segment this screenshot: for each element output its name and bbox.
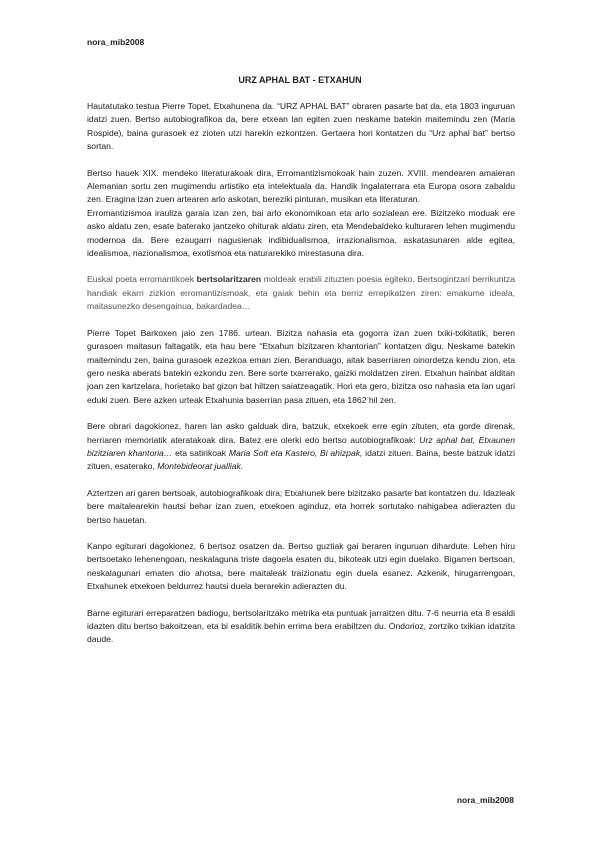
paragraph-basque-poets [87,273,515,313]
text-run: Euskal poeta erromantikoek [87,274,197,285]
page-footer-label: nora_mib2008 [456,795,514,805]
paragraph-analysis: Aztertzen ari garen bertsoak, autobiografikoak dira; Etxahunek bere bizitzako pasarte bat kontatzen du. Idazleak bere maitalearekin hautsi behar izan zuen, etxekoen aginduz, eta horrek sortutako nahigabea adierazten du bertso hauetan. [87,487,515,525]
paragraph-works [87,420,515,474]
text-run: Bere obrari dagokionez, haren lan asko galduak dira, batzuk, etxekoek erre egin zituten, eta gorde direnak, herriaren memoriatik ateratakoak dira. Batez ere olerki edo bertso autobiografikoak: [87,421,515,445]
document-body [87,100,515,660]
work-title: Montebideorat jualliak. [157,461,244,472]
text-run: moldeak erabili zituzten poesia egiteko. Bertsogintzari berrikuntza handiak ekarri zizkion erromantizismoak, eta gaiak behin eta berriz errepikatzen ziren: emakume ideala, maitasunezko desengainua, bakardadea… [87,274,515,312]
page-header-label: nora_mib2008 [87,37,145,47]
text-run: idatzi zituen. Baina, beste batzuk idatzi zituen, esaterako, [87,447,515,472]
document-title: URZ APHAL BAT - ETXAHUN [238,75,362,85]
paragraph-external-structure: Kanpo egiturari dagokionez, 6 bertsoz osatzen da. Bertso guztiak gai beraren inguruan dihardute. Lehen hiru bertsoetako lehenengoan, neskalaguna triste dagoela esaten du, bikoteak utzi egin duelako. Bigarren bertsoan, neskalagunari ematen dio ahotsa, bere maitaleak traizionatu egin duela esanez. Azkenik, hirugarrengoan, Etxahunek etxekoen beldurrez hautsi duela berarekin adierazten du. [87,540,515,592]
paragraph-intro: Hautatutako testua Pierre Topet, Etxahunena da. “URZ APHAL BAT” obraren pasarte bat da, eta 1803 inguruan idatzi zuen. Bertso autobiografikoa da, bere etxean lan egiten zuen neskame batekin maitemindu zen (Maria Rospide), baina gurasoek ez zioten utzi harekin ezkontzen. Gertaera hori kontatzen du “Urz aphal bat” bertso sortan. [87,101,515,152]
paragraph-romanticism-traits: Erromantizismoa irauliza garaia izan zen, bai arlo ekonomikoan eta arlo sozialean ere. Bizitzeko moduak ere asko aldatu zen, esate baterako jantzeko ohiturak aldatu ziren, eta Mendebaldeko kulturaren lehen mugimendu modernoa da. Bere ezaugarri nagusienak indibidualismoa, irrazionalismoa, askatasunaren alde egitea, idealismoa, nazionalismoa, exotismoa eta naturarekiko mirestasuna dira. [87,207,515,259]
paragraph-biography: Pierre Topet Barkoxen jaio zen 1786. urtean. Bizitza nahasia eta gogorra izan zuen txiki-txikitatik, beren gurasoen maitasun faltagatik, eta hau bere “Etxahun bizitzaren khantorian” kontatzen digu. Neskame batekin maitemindu zen, baina gurasoek ezezkoa eman zien. Beranduago, aitak baserriaren oinordetza kendu zion, eta gero neska aberats batekin ezkondu zen. Bere sorte txarrerako, gaizki moldatzen ziren. Etxahun hainbat alditan joan zen kartzelara, horietako bat gizon bat hiltzen saiatzeagatik. Hori eta gero, bizitza oso nahasia eta lan ugari eduki zuen. Bere azken urteak Etxahunia baserrian pasa zituen, eta 1862 hil zen. [87,327,515,405]
bold-term: bertsolaritzaren [196,274,262,285]
work-title: Maria Solt eta Kastero, Bi ahizpak, [228,447,363,458]
paragraph-internal-structure: Barne egiturari erreparatzen badiogu, bertsolaritzako metrika eta puntuak jarraitzen ditu. 7-6 neurria eta 8 esaldi idazten ditu bertso bakoitzean, eta bi esalditik behin errima bera erabiltzen du. Ondorioz, zortziko txikian idatzita daude. [87,607,515,645]
text-run: eta satirikoak [172,447,229,458]
paragraph-romanticism: Bertso hauek XIX. mendeko literaturakoak dira, Erromantizismokoak hain zuzen. XVIII. mendearen amaieran Alemanian sortu zen mugimendu artistiko eta intelektuala da. Handik Ingalaterrara eta Europa osora zabaldu zen. Eragina izan zuen artearen arlo askotan, bereziki pinturan, musikan eta literaturan. [87,167,515,205]
work-title: Urz aphal bat, Etxaunen bizitziaren khantoria… [87,434,515,458]
